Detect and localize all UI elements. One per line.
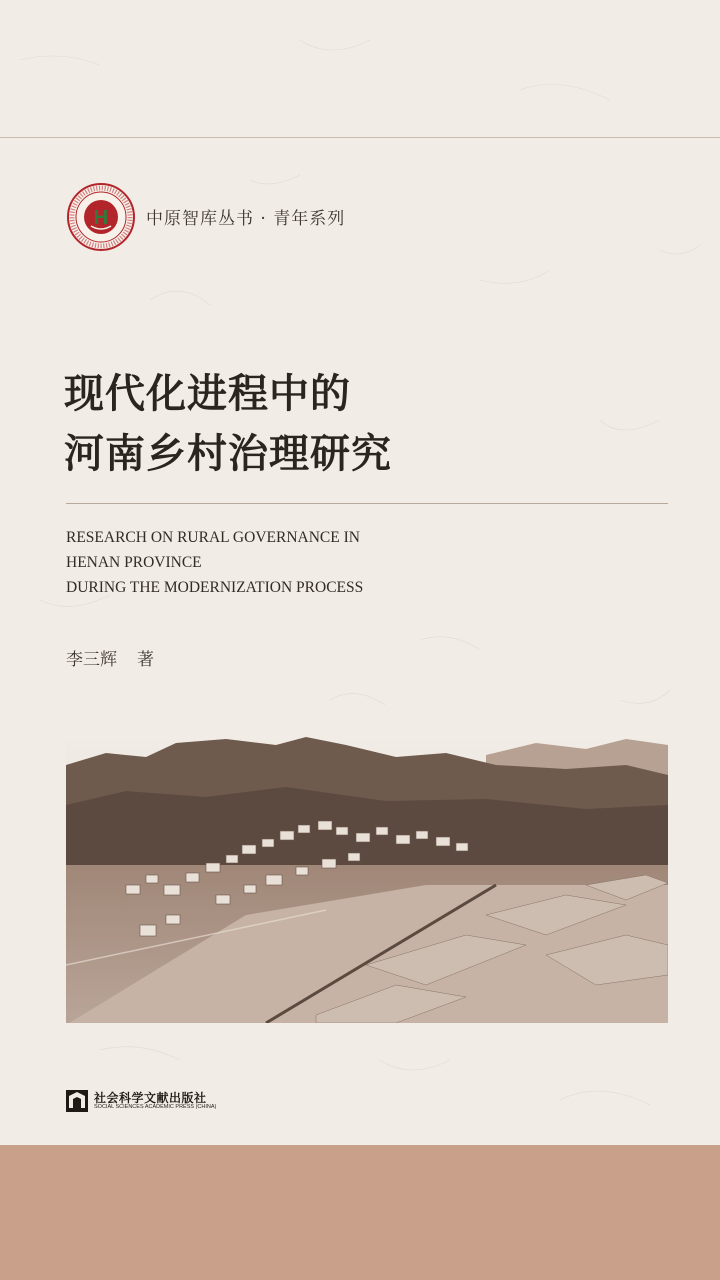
title-en-line: HENAN PROVINCE — [66, 554, 202, 571]
publisher-name-cn: 社会科学文献出版社 — [94, 1091, 207, 1105]
title-en-line: RESEARCH ON RURAL GOVERNANCE IN — [66, 529, 360, 546]
title-en-line: DURING THE MODERNIZATION PROCESS — [66, 579, 364, 596]
top-divider — [0, 137, 720, 138]
title-line: 现代化进程中的 — [64, 370, 351, 417]
bottom-color-band — [0, 1145, 720, 1280]
publisher-name-en: SOCIAL SCIENCES ACADEMIC PRESS (CHINA) — [94, 1104, 217, 1110]
publisher-logo — [66, 1090, 88, 1112]
svg-text:H: H — [93, 207, 109, 229]
author-name: 李三辉 — [66, 650, 117, 670]
village-landscape-photo — [66, 735, 668, 1023]
author-line — [66, 645, 154, 670]
book-title-cn — [64, 364, 392, 484]
title-divider — [66, 503, 668, 504]
academy-seal-logo — [66, 182, 136, 252]
author-mark: 著 — [137, 650, 154, 670]
series-name: 中原智库丛书 · 青年系列 — [146, 209, 346, 229]
book-title-en — [66, 525, 363, 600]
title-line: 河南乡村治理研究 — [64, 430, 392, 477]
